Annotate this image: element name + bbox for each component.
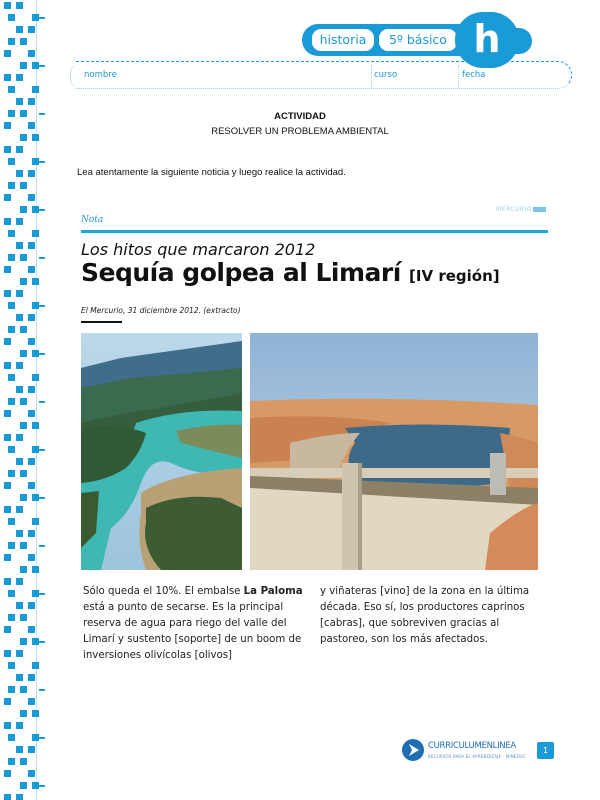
pattern-square xyxy=(16,98,23,105)
pattern-tick xyxy=(39,737,45,739)
pattern-tick xyxy=(39,641,45,643)
pattern-square xyxy=(28,674,35,681)
pattern-square xyxy=(32,62,39,69)
pattern-square xyxy=(20,38,27,45)
pattern-square xyxy=(4,722,11,729)
pattern-square xyxy=(20,566,27,573)
pattern-square xyxy=(20,326,27,333)
pattern-square xyxy=(20,182,27,189)
subject-badge: h xyxy=(455,12,519,68)
pattern-square xyxy=(20,782,27,789)
pattern-square xyxy=(16,290,23,297)
pattern-square xyxy=(16,242,23,249)
pattern-square xyxy=(8,542,15,549)
pattern-square xyxy=(8,758,15,765)
pattern-square xyxy=(28,314,35,321)
pattern-square xyxy=(16,362,23,369)
pattern-tick xyxy=(39,785,45,787)
pattern-square xyxy=(28,170,35,177)
pattern-square xyxy=(8,446,15,453)
article-headline xyxy=(81,258,500,287)
pattern-square xyxy=(20,398,27,405)
pattern-square xyxy=(4,698,11,705)
pattern-square xyxy=(8,686,15,693)
pattern-square xyxy=(32,350,39,357)
pattern-square xyxy=(28,410,35,417)
pattern-square xyxy=(8,374,15,381)
pattern-square xyxy=(20,254,27,261)
pattern-square xyxy=(8,614,15,621)
dam-photo xyxy=(250,333,538,570)
pattern-square xyxy=(16,314,23,321)
pattern-square xyxy=(20,614,27,621)
pattern-square xyxy=(8,86,15,93)
source-tag: MERCURIO xyxy=(496,206,533,213)
pattern-square xyxy=(32,374,39,381)
date-field[interactable]: fecha xyxy=(462,70,486,80)
pattern-square xyxy=(32,302,39,309)
pattern-square xyxy=(16,434,23,441)
pattern-square xyxy=(28,242,35,249)
pattern-square xyxy=(28,554,35,561)
pattern-square xyxy=(16,458,23,465)
pattern-square xyxy=(28,602,35,609)
curriculum-logo-subtext: RECURSOS PARA EL APRENDIZAJE · MINEDUC xyxy=(428,754,527,759)
pattern-square xyxy=(32,494,39,501)
pattern-tick xyxy=(39,497,45,499)
pattern-square xyxy=(32,782,39,789)
pattern-tick xyxy=(39,161,45,163)
pattern-square xyxy=(4,650,11,657)
pattern-square xyxy=(4,2,11,9)
pattern-square xyxy=(32,662,39,669)
article-byline: El Mercurio, 31 diciembre 2012. (extracto) xyxy=(81,306,241,315)
article-body-column-1 xyxy=(83,584,311,664)
pattern-tick xyxy=(39,305,45,307)
pattern-square xyxy=(32,86,39,93)
course-field[interactable]: curso xyxy=(374,70,398,80)
pattern-square xyxy=(16,386,23,393)
pattern-square xyxy=(4,74,11,81)
pattern-square xyxy=(4,794,11,800)
pattern-square xyxy=(16,722,23,729)
pattern-square xyxy=(28,530,35,537)
pattern-square xyxy=(8,662,15,669)
pattern-square xyxy=(20,278,27,285)
pattern-square xyxy=(8,38,15,45)
pattern-square xyxy=(4,362,11,369)
pattern-square xyxy=(32,446,39,453)
pattern-square xyxy=(16,170,23,177)
pattern-square xyxy=(8,230,15,237)
pattern-square xyxy=(20,206,27,213)
pattern-square xyxy=(4,146,11,153)
student-info-form xyxy=(76,61,572,89)
pattern-square xyxy=(4,578,11,585)
pattern-square xyxy=(16,794,23,800)
pattern-square xyxy=(8,590,15,597)
pattern-square xyxy=(32,566,39,573)
article-body-column-2: y viñateras [vino] de la zona en la última década. Eso sí, los productores caprinos [cabras], que sobreviven gracias al pastoreo, son los más afectados. xyxy=(320,586,530,645)
pattern-tick xyxy=(39,353,45,355)
pattern-square xyxy=(28,98,35,105)
pattern-square xyxy=(16,74,23,81)
pattern-square xyxy=(32,158,39,165)
pattern-square xyxy=(16,650,23,657)
pattern-square xyxy=(8,734,15,741)
pattern-square xyxy=(4,434,11,441)
pattern-square xyxy=(8,254,15,261)
form-divider xyxy=(458,65,459,87)
pattern-tick xyxy=(39,401,45,403)
pattern-square xyxy=(16,674,23,681)
pattern-square xyxy=(28,626,35,633)
instructions-text: Lea atentamente la siguiente noticia y luego realice la actividad. xyxy=(77,167,346,178)
pattern-square xyxy=(8,302,15,309)
pattern-square xyxy=(28,746,35,753)
section-rule xyxy=(81,230,548,233)
pattern-tick xyxy=(39,545,45,547)
pattern-square xyxy=(20,62,27,69)
pattern-square xyxy=(32,14,39,21)
pattern-tick xyxy=(39,689,45,691)
headline-text: Sequía golpea al Limarí xyxy=(81,258,401,287)
activity-title: ACTIVIDAD xyxy=(274,111,326,122)
pattern-square xyxy=(20,350,27,357)
pattern-square xyxy=(20,638,27,645)
pattern-square xyxy=(8,398,15,405)
pattern-square xyxy=(16,2,23,9)
pattern-square xyxy=(16,146,23,153)
subject-pill: historia xyxy=(312,29,374,51)
pattern-square xyxy=(20,542,27,549)
pattern-square xyxy=(4,338,11,345)
pattern-square xyxy=(20,710,27,717)
pattern-tick xyxy=(39,593,45,595)
pattern-square xyxy=(32,638,39,645)
pattern-square xyxy=(28,482,35,489)
pattern-square xyxy=(4,266,11,273)
pattern-square xyxy=(32,518,39,525)
headline-region: [IV región] xyxy=(409,267,500,285)
pattern-square xyxy=(16,578,23,585)
name-field[interactable]: nombre xyxy=(84,70,117,80)
pattern-square xyxy=(20,470,27,477)
pattern-square xyxy=(32,422,39,429)
pattern-square xyxy=(16,530,23,537)
pattern-square xyxy=(28,26,35,33)
pattern-square xyxy=(4,290,11,297)
pattern-square xyxy=(8,14,15,21)
curriculum-logo-text: CURRICULUMENLINEA xyxy=(428,741,516,751)
pattern-square xyxy=(8,470,15,477)
pattern-square xyxy=(16,746,23,753)
pattern-square xyxy=(4,482,11,489)
pattern-square xyxy=(4,554,11,561)
pattern-square xyxy=(32,590,39,597)
pattern-square xyxy=(4,410,11,417)
form-divider xyxy=(371,65,372,87)
pattern-square xyxy=(16,506,23,513)
pattern-square xyxy=(32,734,39,741)
pattern-square xyxy=(16,218,23,225)
pattern-square xyxy=(28,338,35,345)
pattern-square xyxy=(4,50,11,57)
pattern-square xyxy=(32,278,39,285)
pattern-square xyxy=(4,770,11,777)
pattern-square xyxy=(8,182,15,189)
pattern-square xyxy=(32,710,39,717)
pattern-square xyxy=(16,602,23,609)
pattern-square xyxy=(4,218,11,225)
page-number: 1 xyxy=(537,742,554,759)
pattern-tick xyxy=(39,209,45,211)
activity-subtitle: RESOLVER UN PROBLEMA AMBIENTAL xyxy=(211,126,389,137)
pattern-square xyxy=(4,194,11,201)
pattern-square xyxy=(28,386,35,393)
body-text: está a punto de secarse. Es la principal reserva de agua para riego del valle del Limarí y sustento [soporte] de un boom de inversiones olivícolas [olivos] xyxy=(83,602,302,661)
pattern-square xyxy=(4,626,11,633)
pattern-square xyxy=(20,494,27,501)
byline-underline xyxy=(81,321,122,323)
pattern-square xyxy=(20,686,27,693)
pattern-square xyxy=(8,158,15,165)
pattern-tick xyxy=(39,449,45,451)
pattern-square xyxy=(28,698,35,705)
pattern-square xyxy=(4,506,11,513)
pattern-square xyxy=(28,50,35,57)
pattern-square xyxy=(8,518,15,525)
pattern-tick xyxy=(39,17,45,19)
pattern-square xyxy=(28,266,35,273)
pattern-square xyxy=(20,422,27,429)
source-tag-marker xyxy=(533,207,546,212)
reservoir-name: La Paloma xyxy=(243,586,303,597)
pattern-square xyxy=(28,770,35,777)
pattern-square xyxy=(32,230,39,237)
pattern-square xyxy=(20,758,27,765)
curriculum-logo-icon xyxy=(402,739,424,761)
article-kicker: Los hitos que marcaron 2012 xyxy=(81,240,316,259)
pattern-square xyxy=(16,26,23,33)
pattern-square xyxy=(28,458,35,465)
river-reservoir-photo xyxy=(81,333,242,570)
pattern-tick xyxy=(39,65,45,67)
section-label: Nota xyxy=(81,215,104,225)
pattern-square xyxy=(28,194,35,201)
pattern-square xyxy=(8,326,15,333)
grade-pill: 5º básico xyxy=(379,29,457,51)
pattern-square xyxy=(32,206,39,213)
pattern-tick xyxy=(39,257,45,259)
body-text: Sólo queda el 10%. El embalse xyxy=(83,586,244,597)
